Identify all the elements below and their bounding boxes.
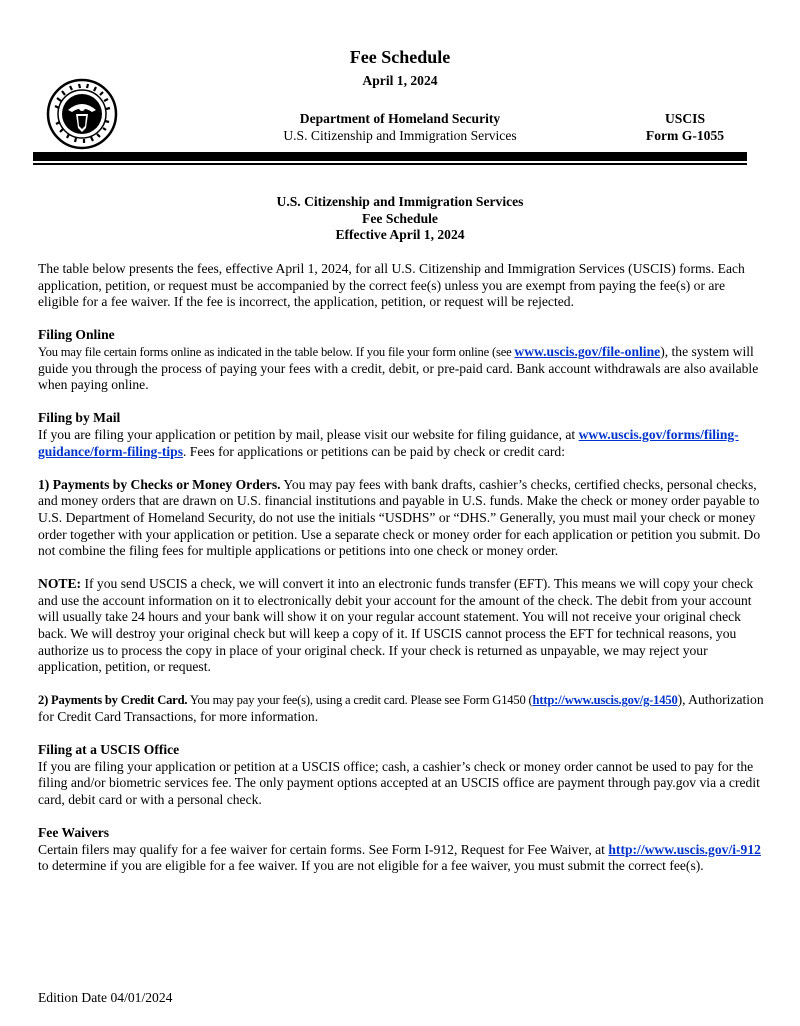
edition-date: Edition Date 04/01/2024 bbox=[38, 990, 173, 1005]
form-number: Form G-1055 bbox=[645, 127, 725, 143]
filing-mail-text-a: If you are filing your application or petition by mail, please visit our website for filing guidance, at bbox=[38, 426, 579, 442]
note-text: If you send USCIS a check, we will convert it into an electronic funds transfer (EFT). This means we will copy your check and use the account information on it to electronically debit your account for the amount of the check. The debit from your account will usually take 24 hours and your bank will show it on your regular account statement. You will not receive your original check back. We will destroy your original check but will keep a copy of it. If USCIS cannot process the EFT for technical reasons, you authorize us to process the copy in place of your original check. If your check is returned as unpayable, we may reject your application, petition, or request. bbox=[38, 576, 754, 675]
header-rule-thick bbox=[33, 152, 747, 161]
intro-paragraph: The table below presents the fees, effective April 1, 2024, for all U.S. Citizenship and Immigration Services (USCIS) forms. Each application, petition, or request must be accompanied by the correct fee(s) unless you are exempt from paying the fee(s) or are eligible for a fee waiver. If the fee is incorrect, the application, petition, or request will be rejected. bbox=[38, 261, 745, 310]
body-content bbox=[38, 261, 768, 892]
checks-paragraph bbox=[38, 477, 768, 560]
fee-waivers-text-a: Certain filers may qualify for a fee waiver for certain forms. See Form I-912, Request for Fee Waiver, at bbox=[38, 841, 609, 857]
filing-office-heading: Filing at a USCIS Office bbox=[38, 742, 180, 758]
page-date: April 1, 2024 bbox=[362, 73, 438, 88]
checks-label: 1) Payments by Checks or Money Orders. bbox=[38, 476, 281, 492]
department-name: Department of Homeland Security bbox=[299, 111, 501, 126]
filing-tips-link[interactable]: www.uscis.gov/forms/filing-guidance/form-filing-tips bbox=[38, 426, 739, 459]
page-title: Fee Schedule bbox=[349, 47, 451, 67]
g1450-link[interactable]: http://www.uscis.gov/g-1450 bbox=[532, 693, 678, 708]
department-block bbox=[260, 111, 540, 144]
credit-card-label: 2) Payments by Credit Card. bbox=[38, 693, 188, 708]
section-heading-line2: Fee Schedule bbox=[362, 210, 438, 226]
dhs-seal-icon bbox=[46, 78, 118, 150]
credit-card-paragraph bbox=[38, 692, 768, 725]
section-heading bbox=[0, 194, 800, 244]
filing-online-section bbox=[38, 327, 768, 393]
note-paragraph bbox=[38, 576, 768, 676]
filing-office-section bbox=[38, 742, 768, 808]
file-online-link[interactable]: www.uscis.gov/file-online bbox=[514, 343, 661, 359]
header-rule-thin bbox=[33, 163, 747, 165]
note-label: NOTE: bbox=[38, 576, 82, 592]
filing-mail-heading: Filing by Mail bbox=[38, 410, 121, 426]
section-heading-line1: U.S. Citizenship and Immigration Services bbox=[276, 194, 524, 209]
credit-card-text-b: ), Authorization for Credit Card Transactions, for more information. bbox=[38, 692, 764, 725]
fee-waivers-text-b: to determine if you are eligible for a fee waiver. If you are not eligible for a fee waiver, you must submit the correct fee(s). bbox=[38, 858, 704, 874]
filing-mail-text-b: . Fees for applications or petitions can be paid by check or credit card: bbox=[183, 443, 565, 459]
form-id-block bbox=[620, 111, 750, 144]
i912-link[interactable]: http://www.uscis.gov/i-912 bbox=[608, 841, 761, 857]
filing-online-heading: Filing Online bbox=[38, 327, 115, 343]
checks-text: You may pay fees with bank drafts, cashier’s checks, certified checks, personal checks, and money orders that are drawn on U.S. financial institutions and payable in U.S. funds. Make the check or money order payable to U.S. Department of Homeland Security, do not use the initials “USDHS” or “DHS.” Generally, you must mail your check or money order together with your application or petition. Use a separate check or money order for each application or petition you submit. Do not combine the filing fees for multiple applications or petitions into one check or money order. bbox=[38, 476, 761, 559]
credit-card-text-a: You may pay your fee(s), using a credit card. Please see Form G1450 ( bbox=[187, 693, 533, 708]
fee-waivers-section bbox=[38, 825, 768, 875]
filing-office-text: If you are filing your application or petition at a USCIS office; cash, a cashier’s check or money order cannot be used to pay for the filing and/or biometric services fee. The only payment options accepted at an USCIS office are payment through pay.gov via a credit card, debit card or with a personal check. bbox=[38, 758, 760, 807]
section-heading-line3: Effective April 1, 2024 bbox=[335, 227, 465, 243]
fee-waivers-heading: Fee Waivers bbox=[38, 825, 110, 841]
agency-name: U.S. Citizenship and Immigration Services bbox=[283, 127, 517, 143]
filing-mail-section bbox=[38, 410, 768, 460]
filing-online-text-b: ), the system will guide you through the process of paying your fees with a credit, debit, or pre-paid card. Bank account withdrawals are also available when paying online. bbox=[38, 343, 759, 393]
agency-abbrev: USCIS bbox=[664, 111, 706, 126]
filing-online-text-a: You may file certain forms online as indicated in the table below. If you file your form online (see bbox=[38, 344, 515, 359]
